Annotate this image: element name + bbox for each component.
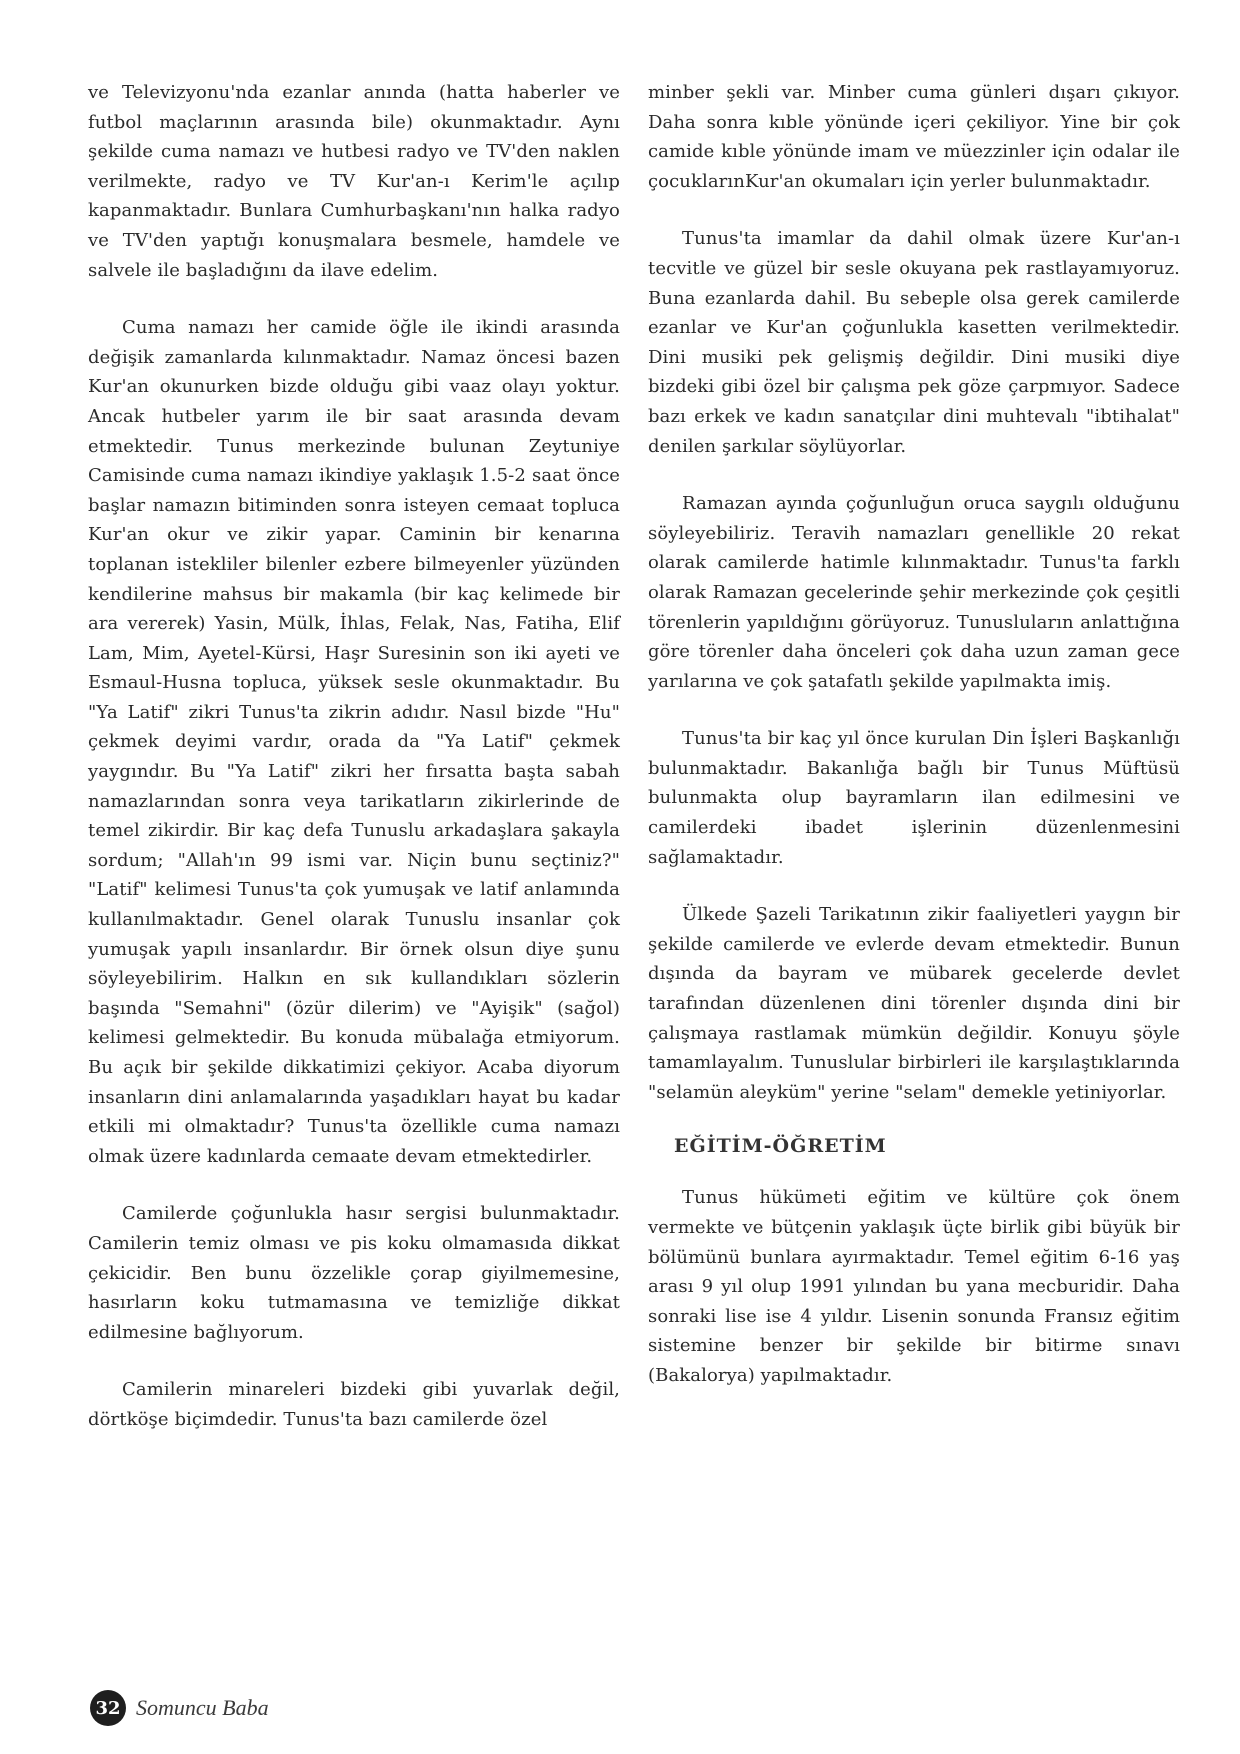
paragraph: Ülkede Şazeli Tarikatının zikir faaliyetleri yaygın bir şekilde camilerde ve evlerde devam etmektedir. Bunun dışında da bayram ve mübarek gecelerde devlet tarafından düzenlenen dini törenler dışında dini bir çalışmaya rastlamak mümkün değildir. Konuyu şöyle tamamlayalım. Tunuslular birbirleri ile karşılaştıklarında "selamün aleyküm" yerine "selam" demekle yetiniyorlar. [648,904,1180,1103]
right-column [648,78,1180,1419]
paragraph: Ramazan ayında çoğunluğun oruca saygılı olduğunu söyleyebiliriz. Teravih namazları genellikle 20 rekat olarak camilerde hatimle kılınmaktadır. Tunus'ta farklı olarak Ramazan gecelerinde şehir merkezinde çok çeşitli törenlerin yapıldığını görüyoruz. Tunusluların anlattığına göre törenler daha önceleri çok daha uzun zaman gece yarılarına ve çok şatafatlı şekilde yapılmakta imiş. [648,493,1180,692]
paragraph: Tunus'ta bir kaç yıl önce kurulan Din İşleri Başkanlığı bulunmaktadır. Bakanlığa bağlı bir Tunus Müftüsü bulunmakta olup bayramların ilan edilmesini ve camilerdeki ibadet işlerinin düzenlenmesini sağlamaktadır. [648,728,1180,868]
paragraph: minber şekli var. Minber cuma günleri dışarı çıkıyor. Daha sonra kıble yönünde içeri çekiliyor. Yine bir çok camide kıble yönünde imam ve müezzinler için odalar ile çocuklarınKur'an okumaları için yerler bulunmaktadır. [648,82,1180,192]
section-heading: EĞİTİM-ÖĞRETİM [674,1135,887,1158]
paragraph: Cuma namazı her camide öğle ile ikindi arasında değişik zamanlarda kılınmaktadır. Namaz öncesi bazen Kur'an okunurken bizde olduğu gibi vaaz olayı yoktur. Ancak hutbeler yarım ile bir saat arasında devam etmektedir. Tunus merkezinde bulunan Zeytuniye Camisinde cuma namazı ikindiye yaklaşık 1.5-2 saat önce başlar namazın bitiminden sonra isteyen cemaat topluca Kur'an okur ve zikir yapar. Caminin bir kenarına toplanan istekliler bilenler ezbere bilmeyenler yüzünden kendilerine mahsus bir makamla (bir kaç kelimede bir ara vererek) Yasin, Mülk, İhlas, Felak, Nas, Fatiha, Elif Lam, Mim, Ayetel-Kürsi, Haşr Suresinin son iki ayeti ve Esmaul-Husna topluca, yüksek sesle okunmaktadır. Bu "Ya Latif" zikri Tunus'ta zikrin adıdır. Nasıl bizde "Hu" çekmek deyimi vardır, orada da "Ya Latif" çekmek yaygındır. Bu "Ya Latif" zikri her fırsatta başta sabah namazlarından sonra veya tarikatların zikirlerinde de temel zikirdir. Bir kaç defa Tunuslu arkadaşlara şakayla sordum; "Allah'ın 99 ismi var. Niçin bunu seçtiniz?" "Latif" kelimesi Tunus'ta çok yumuşak ve latif anlamında kullanılmaktadır. Genel olarak Tunuslu insanlar çok yumuşak yapılı insanlardır. Bir örnek olsun diye şunu söyleyebilirim. Halkın en sık kullandıkları sözlerin başında "Semahni" (özür dilerim) ve "Ayişik" (sağol) kelimesi gelmektedir. Bu konuda mübalağa etmiyorum. Bu açık bir şekilde dikkatimizi çekiyor. Acaba diyorum insanların dini anlamalarında yaşadıkları hayat bu kadar etkili mi olmaktadır? Tunus'ta özellikle cuma namazı olmak üzere kadınlarda cemaate devam etmektedirler. [88,317,620,1167]
paragraph: Tunus hükümeti eğitim ve kültüre çok önem vermekte ve bütçenin yaklaşık üçte birlik gibi büyük bir bölümünü bunlara ayırmaktadır. Temel eğitim 6-16 yaş arası 9 yıl olup 1991 yılından bu yana mecburidir. Daha sonraki lise ise 4 yıldır. Lisenin sonunda Fransız eğitim sistemine benzer bir şekilde bir bitirme sınavı (Bakalorya) yapılmaktadır. [648,1187,1180,1386]
paragraph: Camilerin minareleri bizdeki gibi yuvarlak değil, dörtköşe biçimdedir. Tunus'ta bazı camilerde özel [88,1379,620,1430]
page-number-badge: 32 [90,1690,126,1726]
paragraph: Camilerde çoğunlukla hasır sergisi bulunmaktadır. Camilerin temiz olması ve pis koku olmamasıda dikkat çekicidir. Ben bunu özzelikle çorap giyilmemesine, hasırların koku tutmamasına ve temizliğe dikkat edilmesine bağlıyorum. [88,1203,620,1343]
paragraph: Tunus'ta imamlar da dahil olmak üzere Kur'an-ı tecvitle ve güzel bir sesle okuyana pek rastlayamıyoruz. Buna ezanlarda dahil. Bu sebeple olsa gerek camilerde ezanlar ve Kur'an çoğunlukla kasetten verilmektedir. Dini musiki pek gelişmiş değildir. Dini musiki diye bizdeki gibi özel bir çalışma pek göze çarpmıyor. Sadece bazı erkek ve kadın sanatçılar dini muhtevalı "ibtihalat" denilen şarkılar söylüyorlar. [648,228,1180,457]
page-footer [90,1690,269,1726]
journal-name: Somuncu Baba [136,1695,269,1720]
paragraph: ve Televizyonu'nda ezanlar anında (hatta haberler ve futbol maçlarının arasında bile) okunmaktadır. Aynı şekilde cuma namazı ve hutbesi radyo ve TV'den naklen verilmekte, radyo ve TV Kur'an-ı Kerim'le açılıp kapanmaktadır. Bunlara Cumhurbaşkanı'nın halka radyo ve TV'den yaptığı konuşmalara besmele, hamdele ve salvele ile başladığını da ilave edelim. [88,82,620,281]
left-column [88,78,620,1463]
